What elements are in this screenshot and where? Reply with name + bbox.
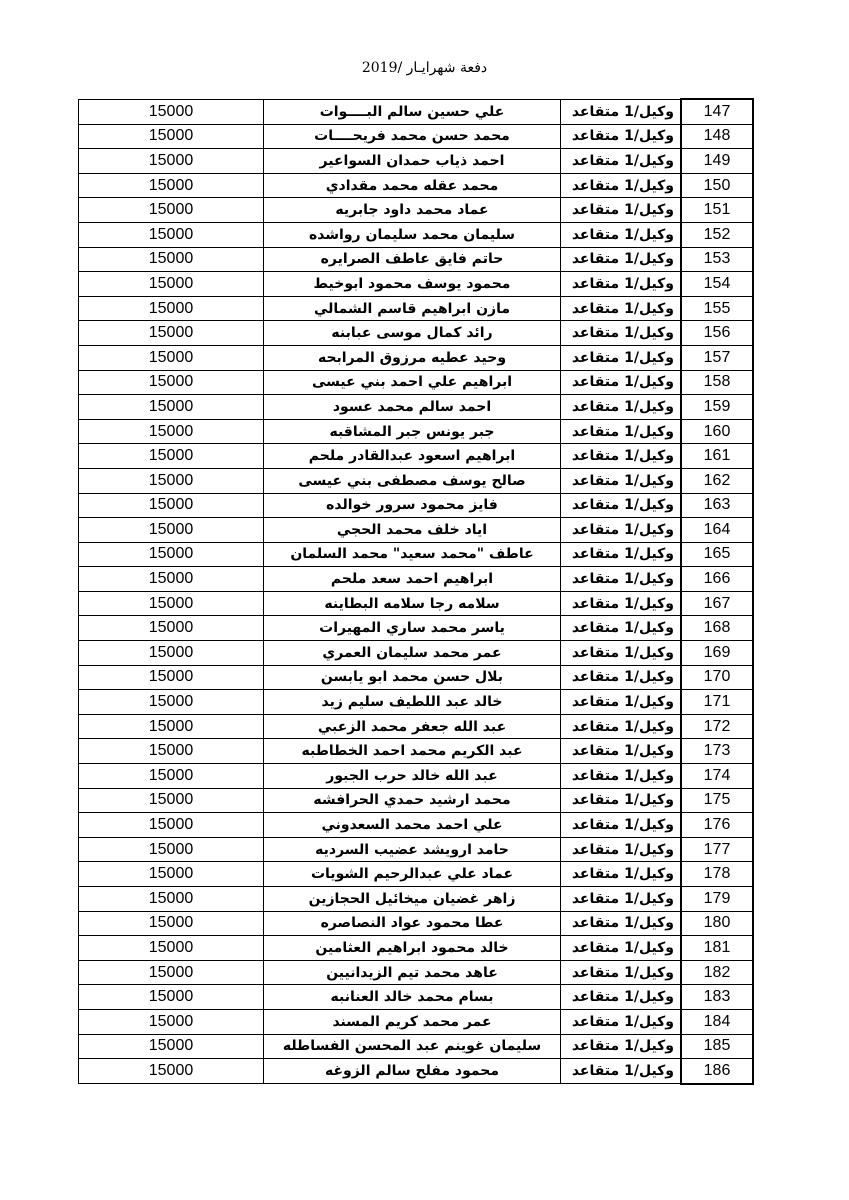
table-row <box>79 124 754 149</box>
row-number: 159 <box>681 395 753 420</box>
rank-cell: وكيل/1 متقاعد <box>561 739 682 764</box>
row-number: 179 <box>681 887 753 912</box>
name-cell: خالد محمود ابراهيم العثامين <box>264 936 561 961</box>
rank-cell: وكيل/1 متقاعد <box>561 714 682 739</box>
table-row <box>79 173 754 198</box>
row-number: 168 <box>681 616 753 641</box>
row-number: 170 <box>681 665 753 690</box>
table-row <box>79 665 754 690</box>
table-row <box>79 321 754 346</box>
amount-cell: 15000 <box>79 149 264 174</box>
amount-cell: 15000 <box>79 419 264 444</box>
name-cell: ابراهيم احمد سعد ملحم <box>264 567 561 592</box>
name-cell: عمر محمد كريم المسند <box>264 1009 561 1034</box>
name-cell: ابراهيم علي احمد بني عيسى <box>264 370 561 395</box>
table-row <box>79 591 754 616</box>
row-number: 150 <box>681 173 753 198</box>
amount-cell: 15000 <box>79 690 264 715</box>
row-number: 162 <box>681 468 753 493</box>
name-cell: مازن ابراهيم قاسم الشمالي <box>264 296 561 321</box>
rank-cell: وكيل/1 متقاعد <box>561 960 682 985</box>
row-number: 180 <box>681 911 753 936</box>
table-row <box>79 444 754 469</box>
rank-cell: وكيل/1 متقاعد <box>561 395 682 420</box>
table-row <box>79 887 754 912</box>
rank-cell: وكيل/1 متقاعد <box>561 788 682 813</box>
amount-cell: 15000 <box>79 1059 264 1084</box>
name-cell: عمر محمد سليمان العمري <box>264 641 561 666</box>
name-cell: عماد محمد داود جابريه <box>264 198 561 223</box>
amount-cell: 15000 <box>79 395 264 420</box>
row-number: 149 <box>681 149 753 174</box>
amount-cell: 15000 <box>79 591 264 616</box>
table-row <box>79 247 754 272</box>
row-number: 177 <box>681 837 753 862</box>
row-number: 171 <box>681 690 753 715</box>
name-cell: حامد ارويشد عضيب السرديه <box>264 837 561 862</box>
row-number: 169 <box>681 641 753 666</box>
rank-cell: وكيل/1 متقاعد <box>561 813 682 838</box>
rank-cell: وكيل/1 متقاعد <box>561 518 682 543</box>
table-row <box>79 345 754 370</box>
table-row <box>79 198 754 223</box>
table-row <box>79 468 754 493</box>
table-row <box>79 911 754 936</box>
rank-cell: وكيل/1 متقاعد <box>561 247 682 272</box>
amount-cell: 15000 <box>79 837 264 862</box>
table-row <box>79 518 754 543</box>
row-number: 156 <box>681 321 753 346</box>
rank-cell: وكيل/1 متقاعد <box>561 665 682 690</box>
row-number: 175 <box>681 788 753 813</box>
amount-cell: 15000 <box>79 124 264 149</box>
rank-cell: وكيل/1 متقاعد <box>561 419 682 444</box>
amount-cell: 15000 <box>79 1034 264 1059</box>
name-cell: سلامه رجا سلامه البطاينه <box>264 591 561 616</box>
rank-cell: وكيل/1 متقاعد <box>561 444 682 469</box>
amount-cell: 15000 <box>79 616 264 641</box>
table-row <box>79 272 754 297</box>
rank-cell: وكيل/1 متقاعد <box>561 591 682 616</box>
table-row <box>79 960 754 985</box>
row-number: 157 <box>681 345 753 370</box>
rank-cell: وكيل/1 متقاعد <box>561 936 682 961</box>
name-cell: سليمان غوينم عبد المحسن الفساطله <box>264 1034 561 1059</box>
row-number: 185 <box>681 1034 753 1059</box>
name-cell: عبد الكريم محمد احمد الخطاطبه <box>264 739 561 764</box>
rank-cell: وكيل/1 متقاعد <box>561 1059 682 1084</box>
rank-cell: وكيل/1 متقاعد <box>561 616 682 641</box>
amount-cell: 15000 <box>79 714 264 739</box>
rank-cell: وكيل/1 متقاعد <box>561 985 682 1010</box>
row-number: 184 <box>681 1009 753 1034</box>
rank-cell: وكيل/1 متقاعد <box>561 567 682 592</box>
amount-cell: 15000 <box>79 321 264 346</box>
name-cell: عبد الله جعفر محمد الزعبي <box>264 714 561 739</box>
amount-cell: 15000 <box>79 468 264 493</box>
amount-cell: 15000 <box>79 198 264 223</box>
row-number: 167 <box>681 591 753 616</box>
table-row <box>79 419 754 444</box>
amount-cell: 15000 <box>79 862 264 887</box>
row-number: 148 <box>681 124 753 149</box>
table-row <box>79 862 754 887</box>
name-cell: زاهر غضيان ميخائيل الحجازين <box>264 887 561 912</box>
amount-cell: 15000 <box>79 567 264 592</box>
rank-cell: وكيل/1 متقاعد <box>561 173 682 198</box>
amount-cell: 15000 <box>79 542 264 567</box>
row-number: 186 <box>681 1059 753 1084</box>
table-row <box>79 222 754 247</box>
amount-cell: 15000 <box>79 665 264 690</box>
amount-cell: 15000 <box>79 222 264 247</box>
row-number: 151 <box>681 198 753 223</box>
name-cell: عاهد محمد تيم الزيدانيين <box>264 960 561 985</box>
table-row <box>79 1059 754 1084</box>
name-cell: محمد حسن محمد فريحــــات <box>264 124 561 149</box>
rank-cell: وكيل/1 متقاعد <box>561 690 682 715</box>
table-row <box>79 985 754 1010</box>
row-number: 181 <box>681 936 753 961</box>
rank-cell: وكيل/1 متقاعد <box>561 1034 682 1059</box>
table-row <box>79 837 754 862</box>
name-cell: عبد الله خالد حرب الجبور <box>264 764 561 789</box>
table-row <box>79 99 754 124</box>
table-row <box>79 1034 754 1059</box>
rank-cell: وكيل/1 متقاعد <box>561 911 682 936</box>
name-cell: ياسر محمد ساري المهيرات <box>264 616 561 641</box>
rank-cell: وكيل/1 متقاعد <box>561 542 682 567</box>
name-cell: عماد علي عبدالرحيم الشويات <box>264 862 561 887</box>
amount-cell: 15000 <box>79 493 264 518</box>
name-cell: سليمان محمد سليمان رواشده <box>264 222 561 247</box>
row-number: 158 <box>681 370 753 395</box>
rank-cell: وكيل/1 متقاعد <box>561 1009 682 1034</box>
row-number: 166 <box>681 567 753 592</box>
table-row <box>79 567 754 592</box>
rank-cell: وكيل/1 متقاعد <box>561 468 682 493</box>
row-number: 154 <box>681 272 753 297</box>
amount-cell: 15000 <box>79 99 264 124</box>
row-number: 173 <box>681 739 753 764</box>
row-number: 155 <box>681 296 753 321</box>
amount-cell: 15000 <box>79 813 264 838</box>
row-number: 153 <box>681 247 753 272</box>
amount-cell: 15000 <box>79 911 264 936</box>
row-number: 178 <box>681 862 753 887</box>
rank-cell: وكيل/1 متقاعد <box>561 149 682 174</box>
table-row <box>79 1009 754 1034</box>
table-row <box>79 542 754 567</box>
table-row <box>79 714 754 739</box>
name-cell: اياد خلف محمد الحجي <box>264 518 561 543</box>
row-number: 163 <box>681 493 753 518</box>
name-cell: حاتم فايق عاطف الصرايره <box>264 247 561 272</box>
row-number: 161 <box>681 444 753 469</box>
row-number: 172 <box>681 714 753 739</box>
name-cell: علي حسين سالم البــــوات <box>264 99 561 124</box>
name-cell: احمد سالم محمد عسود <box>264 395 561 420</box>
rank-cell: وكيل/1 متقاعد <box>561 641 682 666</box>
rank-cell: وكيل/1 متقاعد <box>561 198 682 223</box>
name-cell: فايز محمود سرور خوالده <box>264 493 561 518</box>
name-cell: رائد كمال موسى عبابنه <box>264 321 561 346</box>
row-number: 174 <box>681 764 753 789</box>
row-number: 160 <box>681 419 753 444</box>
name-cell: محمود مفلح سالم الزوغه <box>264 1059 561 1084</box>
table-row <box>79 395 754 420</box>
amount-cell: 15000 <box>79 960 264 985</box>
name-cell: وحيد عطيه مرزوق المرابحه <box>264 345 561 370</box>
rank-cell: وكيل/1 متقاعد <box>561 272 682 297</box>
rank-cell: وكيل/1 متقاعد <box>561 222 682 247</box>
name-cell: محمد ارشيد حمدي الحرافشه <box>264 788 561 813</box>
rank-cell: وكيل/1 متقاعد <box>561 837 682 862</box>
amount-cell: 15000 <box>79 985 264 1010</box>
roster-table <box>78 98 754 1085</box>
name-cell: خالد عبد اللطيف سليم زيد <box>264 690 561 715</box>
amount-cell: 15000 <box>79 444 264 469</box>
row-number: 176 <box>681 813 753 838</box>
row-number: 164 <box>681 518 753 543</box>
amount-cell: 15000 <box>79 1009 264 1034</box>
page-title: دفعة شهرايـار /2019 <box>361 60 488 76</box>
name-cell: احمد ذياب حمدان السواعير <box>264 149 561 174</box>
amount-cell: 15000 <box>79 173 264 198</box>
rank-cell: وكيل/1 متقاعد <box>561 99 682 124</box>
rank-cell: وكيل/1 متقاعد <box>561 764 682 789</box>
name-cell: بلال حسن محمد ابو يابسن <box>264 665 561 690</box>
row-number: 165 <box>681 542 753 567</box>
amount-cell: 15000 <box>79 788 264 813</box>
rank-cell: وكيل/1 متقاعد <box>561 345 682 370</box>
rank-cell: وكيل/1 متقاعد <box>561 493 682 518</box>
table-row <box>79 690 754 715</box>
amount-cell: 15000 <box>79 370 264 395</box>
row-number: 182 <box>681 960 753 985</box>
name-cell: محمود يوسف محمود ابوخيط <box>264 272 561 297</box>
row-number: 183 <box>681 985 753 1010</box>
name-cell: محمد عقله محمد مقدادي <box>264 173 561 198</box>
roster-body <box>79 99 754 1084</box>
row-number: 152 <box>681 222 753 247</box>
amount-cell: 15000 <box>79 936 264 961</box>
rank-cell: وكيل/1 متقاعد <box>561 321 682 346</box>
rank-cell: وكيل/1 متقاعد <box>561 370 682 395</box>
amount-cell: 15000 <box>79 296 264 321</box>
rank-cell: وكيل/1 متقاعد <box>561 862 682 887</box>
name-cell: جبر يونس جبر المشاقبه <box>264 419 561 444</box>
table-row <box>79 493 754 518</box>
name-cell: ابراهيم اسعود عبدالقادر ملحم <box>264 444 561 469</box>
table-row <box>79 149 754 174</box>
name-cell: بسام محمد خالد العنانبه <box>264 985 561 1010</box>
rank-cell: وكيل/1 متقاعد <box>561 887 682 912</box>
table-row <box>79 641 754 666</box>
table-row <box>79 370 754 395</box>
table-row <box>79 764 754 789</box>
table-row <box>79 739 754 764</box>
table-row <box>79 616 754 641</box>
rank-cell: وكيل/1 متقاعد <box>561 124 682 149</box>
table-row <box>79 936 754 961</box>
amount-cell: 15000 <box>79 887 264 912</box>
amount-cell: 15000 <box>79 739 264 764</box>
name-cell: عاطف "محمد سعيد" محمد السلمان <box>264 542 561 567</box>
amount-cell: 15000 <box>79 764 264 789</box>
table-row <box>79 813 754 838</box>
name-cell: علي احمد محمد السعدوني <box>264 813 561 838</box>
row-number: 147 <box>681 99 753 124</box>
name-cell: صالح يوسف مصطفى بني عيسى <box>264 468 561 493</box>
name-cell: عطا محمود عواد النصاصره <box>264 911 561 936</box>
amount-cell: 15000 <box>79 345 264 370</box>
amount-cell: 15000 <box>79 518 264 543</box>
amount-cell: 15000 <box>79 247 264 272</box>
table-row <box>79 296 754 321</box>
amount-cell: 15000 <box>79 272 264 297</box>
amount-cell: 15000 <box>79 641 264 666</box>
rank-cell: وكيل/1 متقاعد <box>561 296 682 321</box>
table-row <box>79 788 754 813</box>
